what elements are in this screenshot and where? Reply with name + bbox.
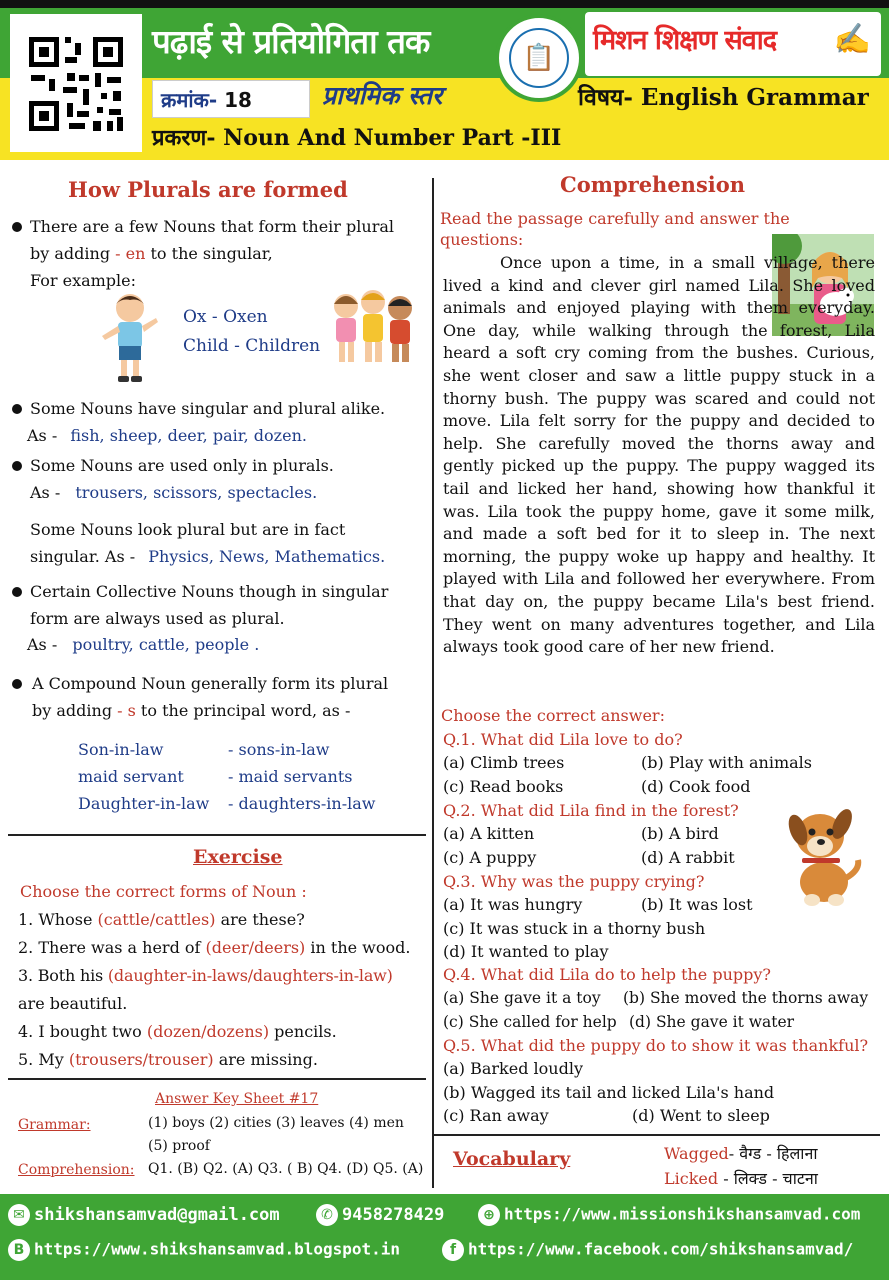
q4-option-d: (d) She gave it water — [629, 1013, 795, 1031]
q5-text-end: are missing. — [213, 1050, 318, 1069]
rule-4-text: singular. As - — [30, 547, 136, 566]
clipboard-icon: 📋 — [509, 28, 569, 88]
q5-options: (trousers/trouser) — [68, 1050, 214, 1069]
as-label: As - — [30, 483, 61, 502]
compound-singular-2: maid servant — [78, 767, 184, 786]
facebook-icon: f — [442, 1239, 464, 1261]
rule-3-words: trousers, scissors, spectacles. — [75, 483, 318, 502]
rule-5-line-2: form are always used as plural. — [30, 609, 285, 628]
q5-text: 5. My — [18, 1050, 69, 1069]
q4-option-b: (b) She moved the thorns away — [623, 989, 869, 1007]
q3-text: 3. Both his — [18, 966, 108, 985]
question-4: Q.4. What did Lila do to help the puppy? — [443, 965, 771, 984]
topic-label: प्रकरण- — [152, 125, 216, 151]
rule-2-words: fish, sheep, deer, pair, dozen. — [70, 426, 307, 445]
rule-6-line-1: A Compound Noun generally form its plural — [32, 674, 389, 693]
example-ox: Ox - Oxen — [183, 307, 268, 327]
rule-4-line-1: Some Nouns look plural but are in fact — [30, 520, 346, 539]
q5-option-c: (c) Ran away — [443, 1106, 549, 1125]
plurals-heading: How Plurals are formed — [68, 177, 348, 202]
footer-email[interactable] — [8, 1204, 280, 1226]
exercise-heading: Exercise — [193, 846, 283, 868]
column-divider — [432, 178, 434, 1188]
level-label: प्राथमिक स्तर — [322, 81, 443, 110]
brand-name: मिशन शिक्षण संवाद — [593, 25, 777, 56]
rule-5-words: poultry, cattle, people . — [72, 635, 260, 654]
divider-answer-key — [8, 1078, 426, 1080]
answer-key-title: Answer Key Sheet #17 — [155, 1091, 319, 1107]
whatsapp-icon: ✆ — [316, 1204, 338, 1226]
exercise-q5 — [18, 1046, 318, 1073]
pen-logo-icon: ✍ — [833, 22, 871, 57]
q3-option-a: (a) It was hungry — [443, 895, 583, 914]
rule-2-example — [27, 422, 307, 449]
example-child: Child - Children — [183, 336, 321, 356]
q4-option-a: (a) She gave it a toy — [443, 989, 601, 1007]
exercise-q2 — [18, 934, 410, 961]
q5-option-b: (b) Wagged its tail and licked Lila's hand — [443, 1083, 775, 1102]
topic-value: Noun And Number Part -III — [223, 125, 562, 151]
comprehension-label: Comprehension: — [18, 1162, 135, 1178]
question-3: Q.3. Why was the puppy crying? — [443, 872, 705, 891]
rule-1-text: by adding — [30, 244, 116, 263]
header — [0, 0, 889, 160]
compound-plural-3: - daughters-in-law — [228, 794, 376, 813]
header-top-bar — [0, 0, 889, 8]
q4-text: 4. I bought two — [18, 1022, 147, 1041]
serial-number-value: 18 — [224, 88, 252, 112]
rule-6-text: by adding — [32, 701, 118, 720]
rule-1-line-1: There are a few Nouns that form their plural — [30, 217, 394, 236]
email-text: shikshansamvad@gmail.com — [34, 1205, 280, 1225]
footer-phone[interactable] — [316, 1204, 444, 1226]
q1-option-d: (d) Cook food — [641, 777, 751, 796]
children-group-illustration — [326, 286, 420, 368]
brand-box — [585, 12, 881, 76]
vocab-word-2 — [664, 1167, 818, 1189]
rule-5-example — [27, 631, 259, 658]
vocab-1-meaning: - वैग्ड - हिलाना — [728, 1144, 818, 1163]
rule-1-text-end: to the singular, — [145, 244, 273, 263]
email-icon: ✉ — [8, 1204, 30, 1226]
series-title: पढ़ाई से प्रतियोगिता तक — [152, 22, 430, 61]
vocab-2-word: Licked — [664, 1169, 719, 1188]
boy-illustration — [98, 290, 160, 386]
q5-option-a: (a) Barked loudly — [443, 1059, 583, 1078]
vocab-word-1 — [664, 1142, 817, 1164]
exercise-q3 — [18, 962, 393, 989]
q3-options: (daughter-in-laws/daughters-in-law) — [107, 966, 393, 985]
exercise-q1 — [18, 906, 305, 933]
bullet-4 — [12, 587, 22, 597]
serial-number-label: क्रमांक- — [161, 88, 218, 112]
rule-6-text-end: to the principal word, as - — [135, 701, 351, 720]
divider-vocabulary — [434, 1134, 880, 1136]
vocab-1-word: Wagged — [664, 1144, 729, 1163]
q1-option-c: (c) Read books — [443, 777, 564, 796]
compound-plural-2: - maid servants — [228, 767, 353, 786]
exercise-instruction: Choose the correct forms of Noun : — [20, 882, 307, 901]
q1-option-b: (b) Play with animals — [641, 753, 812, 772]
footer-website[interactable] — [478, 1204, 860, 1226]
footer — [0, 1194, 889, 1280]
q2-options: (deer/deers) — [205, 938, 306, 957]
as-label: As - — [27, 426, 58, 445]
puppy-illustration — [780, 800, 862, 910]
comprehension-heading: Comprehension — [560, 172, 746, 197]
comprehension-passage — [443, 252, 875, 659]
q2-option-c: (c) A puppy — [443, 848, 537, 867]
exercise-q4 — [18, 1018, 337, 1045]
bullet-5 — [12, 679, 22, 689]
divider-exercise — [8, 834, 426, 836]
as-label: As - — [27, 635, 58, 654]
rule-4-line-2 — [30, 543, 385, 570]
for-example-label: For example: — [30, 271, 137, 290]
qr-code — [10, 14, 142, 152]
topic-title — [152, 122, 561, 152]
question-5: Q.5. What did the puppy do to show it was thankful? — [443, 1036, 869, 1055]
rule-2: Some Nouns have singular and plural alike. — [30, 399, 386, 418]
vocabulary-heading: Vocabulary — [453, 1148, 571, 1170]
subject-label: विषय- English Grammar — [578, 84, 869, 111]
phone-text: 9458278429 — [342, 1205, 445, 1225]
footer-facebook[interactable] — [442, 1239, 853, 1261]
q3-option-c: (c) It was stuck in a thorny bush — [443, 919, 706, 938]
q2-text-end: in the wood. — [305, 938, 411, 957]
q4-options: (dozen/dozens) — [146, 1022, 270, 1041]
compound-singular-1: Son-in-law — [78, 740, 164, 759]
q4-text-end: pencils. — [269, 1022, 337, 1041]
vocab-2-meaning: - लिक्ड - चाटना — [718, 1169, 818, 1188]
q1-options: (cattle/cattles) — [97, 910, 216, 929]
comprehension-instruction: Read the passage carefully and answer the questions: — [440, 209, 790, 249]
rule-1-line-2 — [30, 240, 273, 267]
rule-6-line-2 — [32, 697, 350, 724]
q2-option-b: (b) A bird — [641, 824, 719, 843]
q1-text: 1. Whose — [18, 910, 98, 929]
q1-option-a: (a) Climb trees — [443, 753, 565, 772]
footer-blog[interactable] — [8, 1239, 400, 1261]
q5-option-d: (d) Went to sleep — [632, 1106, 770, 1125]
suffix-s: - s — [117, 701, 136, 720]
website-text: https://www.missionshikshansamvad.com — [504, 1204, 861, 1224]
q2-text: 2. There was a herd of — [18, 938, 206, 957]
suffix-en: - en — [115, 244, 146, 263]
q3-option-b: (b) It was lost — [641, 895, 753, 914]
passage-text: Once upon a time, in a small village, there lived a kind and clever girl named Lila. She loved animals and enjoyed playing with them everyday. One day, while walking through the forest, Lila heard a soft cry coming from the bushes. Curious, she went closer and saw a little puppy stuck in a thorny bush. The puppy was scared and could not move. Lila felt sorry for the puppy and decided to help. She carefully moved the thorns away and gently picked up the puppy. The puppy wagged its tail and licked her hand, showing how thankful it was. Lila took the puppy home, gave it some milk, and made a soft bed for it to sleep in. The next morning, the puppy woke up happy and healthy. It played with Lila and followed her everywhere. From that day on, the puppy became Lila's best friend. They went on many adventures together, and Lila always took good care of her new friend. — [443, 253, 875, 657]
rule-5-line-1: Certain Collective Nouns though in singular — [30, 582, 389, 601]
grammar-answers-1: (1) boys (2) cities (3) leaves (4) men — [148, 1115, 404, 1131]
qr-code-icon — [13, 17, 139, 149]
blogger-icon: B — [8, 1239, 30, 1261]
rule-3: Some Nouns are used only in plurals. — [30, 456, 334, 475]
comprehension-answers: Q1. (B) Q2. (A) Q3. ( B) Q4. (D) Q5. (A) — [148, 1161, 424, 1177]
grammar-answers-2: (5) proof — [148, 1138, 210, 1154]
question-2: Q.2. What did Lila find in the forest? — [443, 801, 739, 820]
question-1: Q.1. What did Lila love to do? — [443, 730, 683, 749]
facebook-text: https://www.facebook.com/shikshansamvad/ — [468, 1239, 854, 1259]
q1-text-end: are these? — [215, 910, 305, 929]
organization-logo — [495, 14, 583, 102]
compound-singular-3: Daughter-in-law — [78, 794, 210, 813]
bullet-1 — [12, 222, 22, 232]
exercise-q3-cont: are beautiful. — [18, 994, 128, 1013]
q2-option-d: (d) A rabbit — [641, 848, 735, 867]
grammar-label: Grammar: — [18, 1117, 91, 1133]
serial-number-box — [152, 80, 310, 118]
globe-icon: ⊕ — [478, 1204, 500, 1226]
compound-plural-1: - sons-in-law — [228, 740, 330, 759]
rule-3-example — [30, 479, 317, 506]
q4-option-c: (c) She called for help — [443, 1013, 617, 1031]
bullet-3 — [12, 461, 22, 471]
choose-answer-label: Choose the correct answer: — [441, 706, 665, 725]
bullet-2 — [12, 404, 22, 414]
blog-text: https://www.shikshansamvad.blogspot.in — [34, 1239, 401, 1259]
q3-option-d: (d) It wanted to play — [443, 942, 609, 961]
q2-option-a: (a) A kitten — [443, 824, 535, 843]
rule-4-words: Physics, News, Mathematics. — [148, 547, 386, 566]
